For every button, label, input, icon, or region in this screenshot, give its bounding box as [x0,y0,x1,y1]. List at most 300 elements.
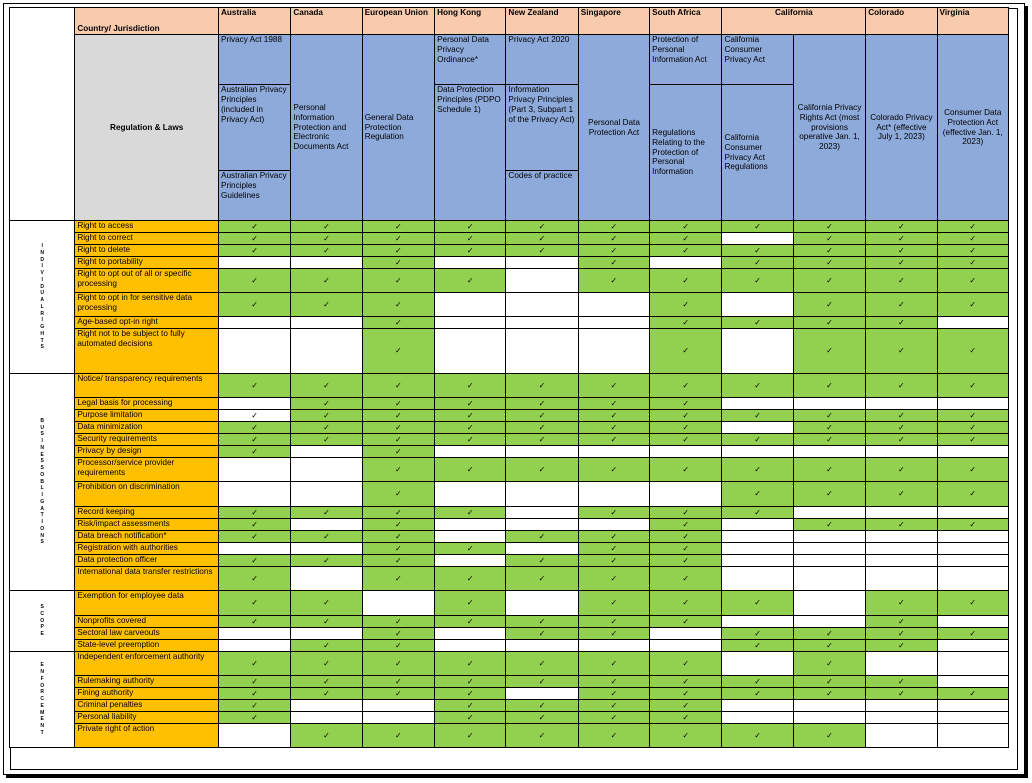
matrix-cell [866,628,937,640]
law-virginia-cdpa: Consumer Data Protection Act (effective Jan. 1, 2023) [937,35,1008,221]
matrix-cell [937,317,1008,329]
row-label: Right to opt in for sensitive data processing [75,293,219,317]
check-mark-icon: ✓ [394,275,402,285]
matrix-cell [722,616,793,628]
matrix-cell [219,398,291,410]
check-mark-icon: ✓ [466,233,474,243]
matrix-cell [650,410,722,422]
check-mark-icon: ✓ [610,658,618,668]
matrix-cell [506,482,578,507]
matrix-cell [291,245,362,257]
check-mark-icon: ✓ [610,598,618,608]
matrix-cell [937,293,1008,317]
check-mark-icon: ✓ [897,598,905,608]
matrix-cell [937,410,1008,422]
check-mark-icon: ✓ [610,676,618,686]
jurisdiction-california: California [722,8,866,35]
row-label: Rulemaking authority [75,676,219,688]
matrix-cell [219,616,291,628]
matrix-cell [219,531,291,543]
section-letter: L [40,303,44,310]
matrix-cell [362,329,434,374]
check-mark-icon: ✓ [394,245,402,255]
matrix-cell [506,398,578,410]
matrix-cell [793,233,865,245]
check-mark-icon: ✓ [969,380,977,390]
section-letter: E [40,702,44,709]
matrix-cell [435,458,506,482]
check-mark-icon: ✓ [538,398,546,408]
check-mark-icon: ✓ [897,676,905,686]
check-mark-icon: ✓ [969,489,977,499]
check-mark-icon: ✓ [538,531,546,541]
jurisdiction-canada: Canada [291,8,362,35]
corner-cell [10,8,75,221]
check-mark-icon: ✓ [251,299,259,309]
check-mark-icon: ✓ [826,640,833,650]
check-mark-icon: ✓ [251,658,259,668]
section-label [10,374,75,591]
matrix-cell [435,688,506,700]
matrix-cell [362,458,434,482]
matrix-cell [937,233,1008,245]
jurisdiction-new-zealand: New Zealand [506,8,578,35]
matrix-cell [866,293,937,317]
check-mark-icon: ✓ [251,245,259,255]
matrix-cell [291,724,362,748]
matrix-cell [219,317,291,329]
check-mark-icon: ✓ [969,299,977,309]
check-mark-icon: ✓ [323,380,330,390]
matrix-cell [793,269,865,293]
law-eu-gdpr: General Data Protection Regulation [362,35,434,221]
check-mark-icon: ✓ [969,464,977,474]
matrix-cell [506,317,578,329]
matrix-cell [793,652,865,676]
check-mark-icon: ✓ [323,422,330,432]
check-mark-icon: ✓ [682,676,690,686]
check-mark-icon: ✓ [897,275,905,285]
row-label: Data protection officer [75,555,219,567]
check-mark-icon: ✓ [251,422,259,432]
matrix-cell [793,700,865,712]
matrix-cell [722,434,793,446]
jurisdiction-south-africa: South Africa [650,8,722,35]
check-mark-icon: ✓ [251,688,259,698]
section-letter: B [40,478,44,485]
matrix-cell [291,257,362,269]
matrix-cell [291,374,362,398]
matrix-cell [219,700,291,712]
check-mark-icon: ✓ [969,688,977,698]
matrix-cell [722,410,793,422]
check-mark-icon: ✓ [323,434,330,444]
check-mark-icon: ✓ [754,676,762,686]
check-mark-icon: ✓ [754,688,762,698]
matrix-cell [793,398,865,410]
check-mark-icon: ✓ [897,380,905,390]
row-label: Criminal penalties [75,700,219,712]
matrix-cell [435,317,506,329]
matrix-cell [291,628,362,640]
matrix-cell [219,482,291,507]
matrix-cell [362,257,434,269]
matrix-cell [362,676,434,688]
section-letter: I [41,263,43,270]
check-mark-icon: ✓ [251,275,259,285]
check-mark-icon: ✓ [323,398,330,408]
row-label: Right not to be subject to fully automated decisions [75,329,219,374]
matrix-cell [362,543,434,555]
check-mark-icon: ✓ [394,688,402,698]
check-mark-icon: ✓ [969,598,977,608]
matrix-cell [578,616,649,628]
matrix-cell [722,245,793,257]
matrix-cell [578,700,649,712]
check-mark-icon: ✓ [826,658,833,668]
row-label: Notice/ transparency requirements [75,374,219,398]
matrix-cell [219,591,291,616]
matrix-cell [219,543,291,555]
check-mark-icon: ✓ [754,434,762,444]
matrix-cell [793,616,865,628]
check-mark-icon: ✓ [323,658,330,668]
check-mark-icon: ✓ [466,410,474,420]
matrix-cell [506,676,578,688]
check-mark-icon: ✓ [394,676,402,686]
matrix-cell [362,628,434,640]
matrix-cell [722,591,793,616]
row-label: Fining authority [75,688,219,700]
matrix-cell [219,688,291,700]
check-mark-icon: ✓ [897,616,905,626]
matrix-cell [866,507,937,519]
check-mark-icon: ✓ [251,573,259,583]
matrix-cell [578,591,649,616]
check-mark-icon: ✓ [826,317,833,327]
row-label: Prohibition on discrimination [75,482,219,507]
check-mark-icon: ✓ [466,712,474,722]
matrix-cell [793,446,865,458]
check-mark-icon: ✓ [969,275,977,285]
check-mark-icon: ✓ [682,730,690,740]
matrix-cell [506,555,578,567]
matrix-cell [650,482,722,507]
check-mark-icon: ✓ [251,555,259,565]
row-label: Sectoral law carveouts [75,628,219,640]
check-mark-icon: ✓ [394,555,402,565]
section-letter: C [40,610,44,617]
matrix-cell [866,531,937,543]
matrix-cell [578,317,649,329]
row-label: Processor/service provider requirements [75,458,219,482]
check-mark-icon: ✓ [610,543,618,553]
check-mark-icon: ✓ [251,519,259,529]
row-label: State-level preemption [75,640,219,652]
matrix-cell [291,269,362,293]
check-mark-icon: ✓ [466,543,474,553]
matrix-cell [219,555,291,567]
matrix-cell [219,245,291,257]
section-letter: N [40,669,44,676]
matrix-cell [435,446,506,458]
matrix-cell [793,591,865,616]
matrix-cell [435,543,506,555]
check-mark-icon: ✓ [323,221,330,231]
matrix-cell [866,567,937,591]
matrix-cell [937,700,1008,712]
matrix-cell [650,269,722,293]
matrix-cell [435,245,506,257]
section-label [10,652,75,748]
check-mark-icon: ✓ [682,221,690,231]
matrix-cell [291,233,362,245]
matrix-cell [506,700,578,712]
matrix-cell [291,329,362,374]
check-mark-icon: ✓ [538,245,546,255]
check-mark-icon: ✓ [394,640,402,650]
matrix-cell [578,519,649,531]
matrix-cell [219,507,291,519]
matrix-cell [578,446,649,458]
check-mark-icon: ✓ [610,616,618,626]
matrix-cell [793,422,865,434]
matrix-cell [435,221,506,233]
law-ca-ccpa-regulations: California Consumer Privacy Act Regulations [722,85,793,221]
law-hk-pdpo: Personal Data Privacy Ordinance* [435,35,506,85]
check-mark-icon: ✓ [682,464,690,474]
row-label: International data transfer restrictions [75,567,219,591]
check-mark-icon: ✓ [897,221,905,231]
check-mark-icon: ✓ [682,543,690,553]
check-mark-icon: ✓ [466,700,474,710]
matrix-cell [578,269,649,293]
check-mark-icon: ✓ [394,616,402,626]
check-mark-icon: ✓ [682,507,690,517]
matrix-cell [506,245,578,257]
row-label: Right to delete [75,245,219,257]
check-mark-icon: ✓ [323,507,330,517]
matrix-cell [435,233,506,245]
matrix-cell [650,233,722,245]
matrix-cell [722,422,793,434]
section-letter: S [40,539,44,546]
matrix-cell [937,616,1008,628]
row-label: Registration with authorities [75,543,219,555]
check-mark-icon: ✓ [826,346,833,356]
matrix-cell [937,482,1008,507]
matrix-cell [435,531,506,543]
check-mark-icon: ✓ [538,676,546,686]
matrix-cell [578,555,649,567]
check-mark-icon: ✓ [323,531,330,541]
matrix-cell [793,640,865,652]
check-mark-icon: ✓ [754,489,762,499]
matrix-cell [506,233,578,245]
matrix-cell [291,221,362,233]
matrix-cell [506,422,578,434]
matrix-cell [937,434,1008,446]
matrix-cell [650,640,722,652]
check-mark-icon: ✓ [826,233,833,243]
check-mark-icon: ✓ [538,712,546,722]
section-letter: S [40,465,44,472]
matrix-cell [506,374,578,398]
matrix-cell [219,410,291,422]
matrix-cell [866,434,937,446]
matrix-cell [578,374,649,398]
matrix-cell [650,329,722,374]
matrix-cell [435,329,506,374]
check-mark-icon: ✓ [682,380,690,390]
check-mark-icon: ✓ [538,700,546,710]
law-colorado-cpa: Colorado Privacy Act* (effective July 1, 2023) [866,35,937,221]
check-mark-icon: ✓ [897,299,905,309]
matrix-cell [219,293,291,317]
matrix-cell [578,233,649,245]
matrix-cell [362,269,434,293]
check-mark-icon: ✓ [251,712,259,722]
check-mark-icon: ✓ [394,346,402,356]
check-mark-icon: ✓ [610,507,618,517]
matrix-cell [793,676,865,688]
matrix-cell [722,257,793,269]
matrix-cell [219,712,291,724]
check-mark-icon: ✓ [394,507,402,517]
check-mark-icon: ✓ [682,233,690,243]
law-singapore-pdpa: Personal Data Protection Act [578,35,649,221]
matrix-cell [578,531,649,543]
matrix-cell [793,567,865,591]
section-letter: O [40,682,45,689]
check-mark-icon: ✓ [754,598,762,608]
check-mark-icon: ✓ [251,410,259,420]
row-label: Nonprofits covered [75,616,219,628]
matrix-cell [291,640,362,652]
matrix-cell [722,676,793,688]
matrix-cell [578,257,649,269]
check-mark-icon: ✓ [969,410,977,420]
matrix-cell [722,446,793,458]
law-au-privacy-act: Privacy Act 1988 [219,35,291,85]
matrix-cell [435,293,506,317]
matrix-cell [435,422,506,434]
matrix-cell [650,712,722,724]
matrix-cell [506,543,578,555]
check-mark-icon: ✓ [466,616,474,626]
matrix-cell [866,712,937,724]
section-letter: D [40,256,44,263]
matrix-cell [291,591,362,616]
check-mark-icon: ✓ [394,299,402,309]
check-mark-icon: ✓ [394,434,402,444]
check-mark-icon: ✓ [682,658,690,668]
check-mark-icon: ✓ [897,640,905,650]
matrix-cell [937,245,1008,257]
matrix-cell [578,458,649,482]
matrix-cell [578,507,649,519]
section-letter: G [40,498,45,505]
matrix-cell [650,257,722,269]
check-mark-icon: ✓ [682,422,690,432]
check-mark-icon: ✓ [251,507,259,517]
check-mark-icon: ✓ [969,245,977,255]
check-mark-icon: ✓ [538,464,546,474]
check-mark-icon: ✓ [251,676,259,686]
matrix-cell [578,410,649,422]
matrix-cell [291,676,362,688]
matrix-cell [650,434,722,446]
matrix-cell [937,543,1008,555]
matrix-cell [362,567,434,591]
matrix-cell [219,676,291,688]
law-sa-popia: Protection of Personal Information Act [650,35,722,85]
matrix-cell [219,233,291,245]
check-mark-icon: ✓ [538,730,546,740]
check-mark-icon: ✓ [251,616,259,626]
check-mark-icon: ✓ [610,275,618,285]
matrix-cell [722,374,793,398]
row-label: Age-based opt-in right [75,317,219,329]
row-label: Purpose limitation [75,410,219,422]
matrix-cell [578,676,649,688]
check-mark-icon: ✓ [682,616,690,626]
check-mark-icon: ✓ [969,422,977,432]
matrix-cell [937,269,1008,293]
check-mark-icon: ✓ [394,573,402,583]
check-mark-icon: ✓ [610,573,618,583]
matrix-cell [219,422,291,434]
matrix-cell [362,616,434,628]
section-letter: S [40,604,44,611]
check-mark-icon: ✓ [251,598,259,608]
check-mark-icon: ✓ [394,531,402,541]
matrix-cell [937,458,1008,482]
matrix-cell [506,616,578,628]
check-mark-icon: ✓ [466,434,474,444]
matrix-cell [866,317,937,329]
matrix-cell [219,374,291,398]
check-mark-icon: ✓ [610,531,618,541]
check-mark-icon: ✓ [323,676,330,686]
check-mark-icon: ✓ [538,434,546,444]
matrix-cell [866,329,937,374]
matrix-cell [722,712,793,724]
row-label: Right to portability [75,257,219,269]
check-mark-icon: ✓ [466,658,474,668]
matrix-cell [291,652,362,676]
check-mark-icon: ✓ [969,434,977,444]
section-letter: T [40,729,44,736]
matrix-cell [506,434,578,446]
matrix-cell [650,676,722,688]
check-mark-icon: ✓ [251,380,259,390]
section-letter: I [41,243,43,249]
matrix-cell [362,374,434,398]
section-letter: H [40,330,44,337]
matrix-cell [506,688,578,700]
matrix-cell [722,724,793,748]
check-mark-icon: ✓ [466,598,474,608]
jurisdiction-singapore: Singapore [578,8,649,35]
matrix-cell [650,700,722,712]
check-mark-icon: ✓ [394,464,402,474]
matrix-cell [291,567,362,591]
matrix-cell [506,293,578,317]
matrix-cell [937,221,1008,233]
matrix-cell [578,724,649,748]
matrix-cell [506,531,578,543]
